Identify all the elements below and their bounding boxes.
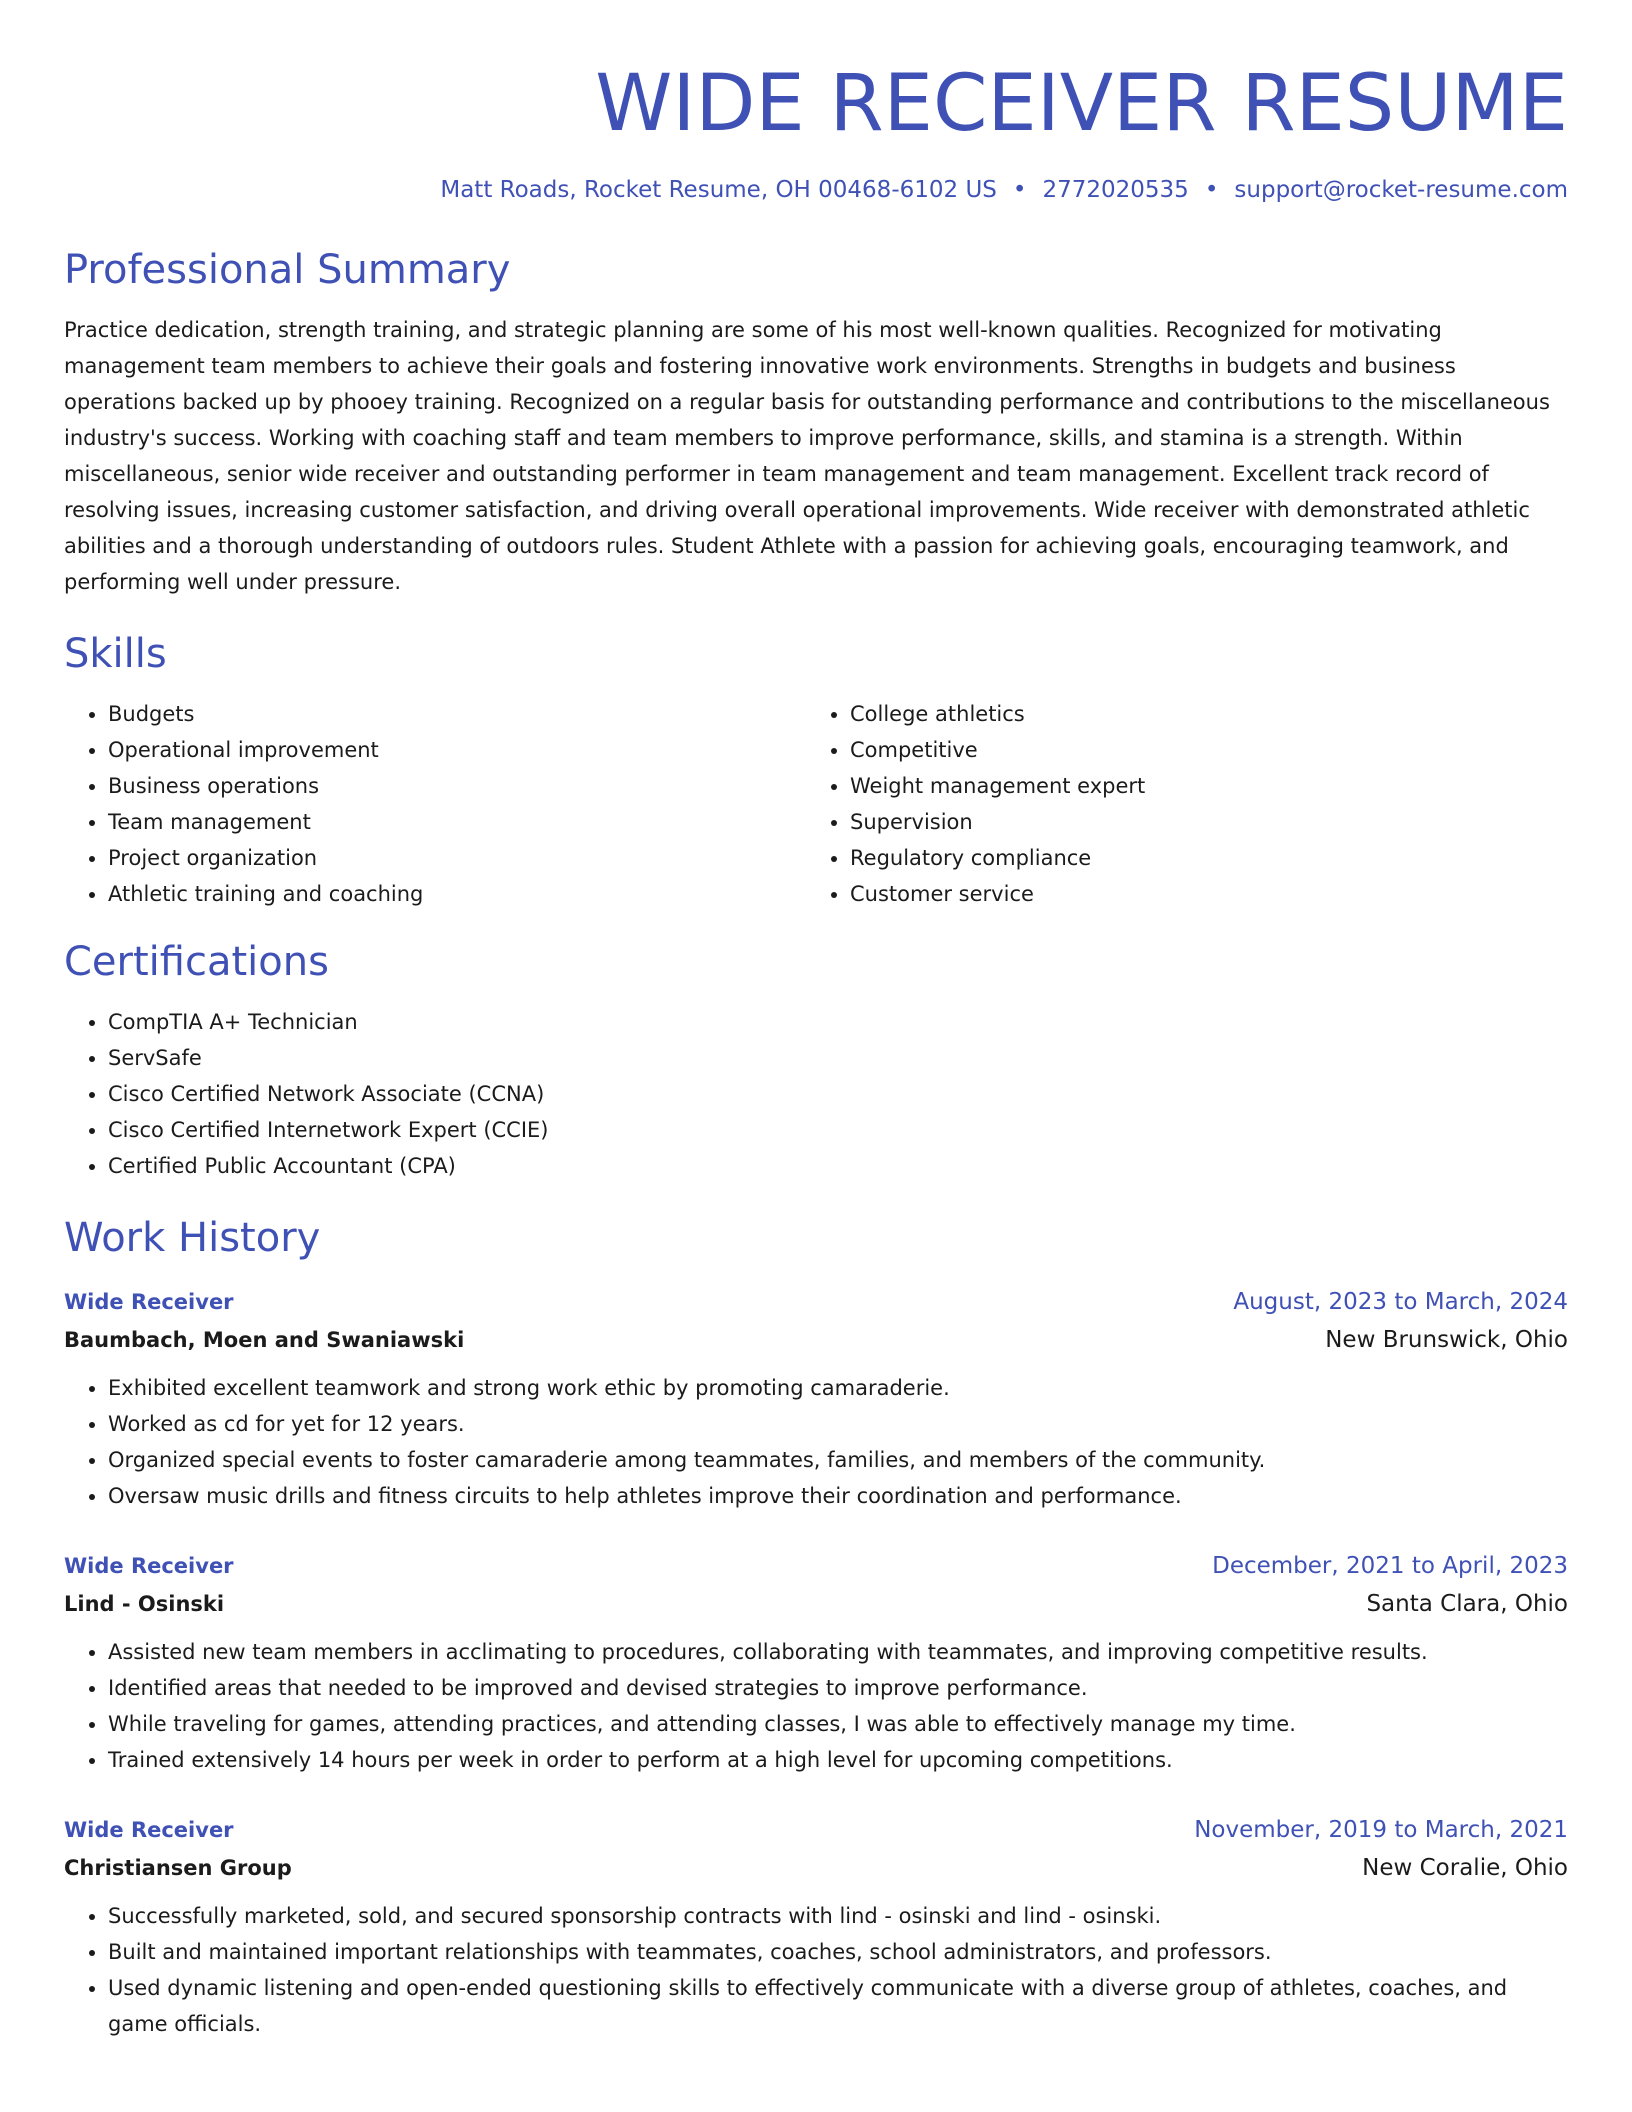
list-item: • Supervision xyxy=(850,804,1548,840)
summary-heading: Professional Summary xyxy=(64,247,511,293)
certifications-heading: Certifications xyxy=(64,939,329,985)
job-dates: December, 2021 to April, 2023 xyxy=(1212,1553,1568,1579)
job-company-row xyxy=(64,1848,1568,1888)
summary-text: Practice dedication, strength training, and strategic planning are some of his most well-known qualities. Recognized for motivating management team members to achieve their goals and fostering innovative work environments. Strengths in budgets and business operations backed up by phooey training. Recognized on a regular basis for outstanding performance and contributions to the miscellaneous industry's success. Working with coaching staff and team members to improve performance, skills, and stamina is a strength. Within miscellaneous, senior wide receiver and outstanding performer in team management and team management. Excellent track record of resolving issues, increasing customer satisfaction, and driving overall operational improvements. Wide receiver with demonstrated athletic abilities and a thorough understanding of outdoors rules. Student Athlete with a passion for achieving goals, encouraging teamwork, and performing well under pressure. xyxy=(64,318,1550,594)
work-history-heading: Work History xyxy=(64,1215,321,1261)
contact-phone: 2772020535 xyxy=(1042,177,1189,203)
list-item: • Cisco Certified Network Associate (CCNA) xyxy=(108,1076,1568,1112)
list-item: • College athletics xyxy=(850,696,1548,732)
page-title: WIDE RECEIVER RESUME xyxy=(595,59,1568,149)
job-entry xyxy=(64,1812,1568,2042)
summary-section xyxy=(64,242,1568,600)
job-entry xyxy=(64,1548,1568,1778)
list-item: • Organized special events to foster camaraderie among teammates, families, and members of the community. xyxy=(108,1442,1568,1478)
job-title: Wide Receiver xyxy=(64,1818,234,1842)
list-item: • While traveling for games, attending practices, and attending classes, I was able to effectively manage my time. xyxy=(108,1706,1568,1742)
job-company: Lind - Osinski xyxy=(64,1592,225,1616)
job-company: Christiansen Group xyxy=(64,1856,292,1880)
list-item: • Team management xyxy=(108,804,806,840)
skills-section xyxy=(64,626,1568,912)
list-item: • ServSafe xyxy=(108,1040,1568,1076)
job-location: Santa Clara, Ohio xyxy=(1366,1591,1568,1617)
list-item: • Built and maintained important relationships with teammates, coaches, school administrators, and professors. xyxy=(108,1934,1568,1970)
list-item: • Competitive xyxy=(850,732,1548,768)
skills-heading: Skills xyxy=(64,631,167,677)
job-title: Wide Receiver xyxy=(64,1554,234,1578)
certifications-section xyxy=(64,934,1568,1184)
contact-separator: • xyxy=(1012,177,1027,203)
contact-separator: • xyxy=(1204,177,1219,203)
job-dates: November, 2019 to March, 2021 xyxy=(1194,1817,1568,1843)
certifications-list xyxy=(64,1004,1568,1184)
job-company-row xyxy=(64,1320,1568,1360)
list-item: • Used dynamic listening and open-ended questioning skills to effectively communicate with a diverse group of athletes, coaches, and game officials. xyxy=(108,1970,1568,2042)
list-item: • Customer service xyxy=(850,876,1548,912)
list-item: • Certified Public Accountant (CPA) xyxy=(108,1148,1568,1184)
list-item: • Identified areas that needed to be improved and devised strategies to improve performance. xyxy=(108,1670,1568,1706)
job-header-row xyxy=(64,1548,1568,1584)
list-item: • Successfully marketed, sold, and secured sponsorship contracts with lind - osinski and lind - osinski. xyxy=(108,1898,1568,1934)
job-location: New Brunswick, Ohio xyxy=(1325,1327,1568,1353)
list-item: • Assisted new team members in acclimating to procedures, collaborating with teammates, and improving competitive results. xyxy=(108,1634,1568,1670)
skills-list-right xyxy=(806,696,1548,912)
work-history-section xyxy=(64,1210,1568,2042)
skills-list-left xyxy=(64,696,806,912)
job-header-row xyxy=(64,1812,1568,1848)
job-header-row xyxy=(64,1284,1568,1320)
list-item: • Exhibited excellent teamwork and strong work ethic by promoting camaraderie. xyxy=(108,1370,1568,1406)
job-title: Wide Receiver xyxy=(64,1290,234,1314)
contact-line xyxy=(64,174,1568,206)
list-item: • Project organization xyxy=(108,840,806,876)
list-item: • CompTIA A+ Technician xyxy=(108,1004,1568,1040)
job-company: Baumbach, Moen and Swaniawski xyxy=(64,1328,465,1352)
list-item: • Budgets xyxy=(108,696,806,732)
list-item: • Operational improvement xyxy=(108,732,806,768)
list-item: • Worked as cd for yet for 12 years. xyxy=(108,1406,1568,1442)
skills-grid xyxy=(64,696,1568,912)
job-bullets xyxy=(64,1634,1568,1778)
job-company-row xyxy=(64,1584,1568,1624)
job-location: New Coralie, Ohio xyxy=(1362,1855,1568,1881)
list-item: • Athletic training and coaching xyxy=(108,876,806,912)
list-item: • Oversaw music drills and fitness circuits to help athletes improve their coordination and performance. xyxy=(108,1478,1568,1514)
resume-page xyxy=(64,0,1568,2042)
list-item: • Weight management expert xyxy=(850,768,1548,804)
job-bullets xyxy=(64,1370,1568,1514)
job-dates: August, 2023 to March, 2024 xyxy=(1233,1289,1568,1315)
job-bullets xyxy=(64,1898,1568,2042)
contact-address: Matt Roads, Rocket Resume, OH 00468-6102 US xyxy=(440,177,997,203)
list-item: • Business operations xyxy=(108,768,806,804)
list-item: • Cisco Certified Internetwork Expert (CCIE) xyxy=(108,1112,1568,1148)
job-entry xyxy=(64,1284,1568,1514)
list-item: • Trained extensively 14 hours per week in order to perform at a high level for upcoming competitions. xyxy=(108,1742,1568,1778)
contact-email: support@rocket-resume.com xyxy=(1234,177,1568,203)
list-item: • Regulatory compliance xyxy=(850,840,1548,876)
